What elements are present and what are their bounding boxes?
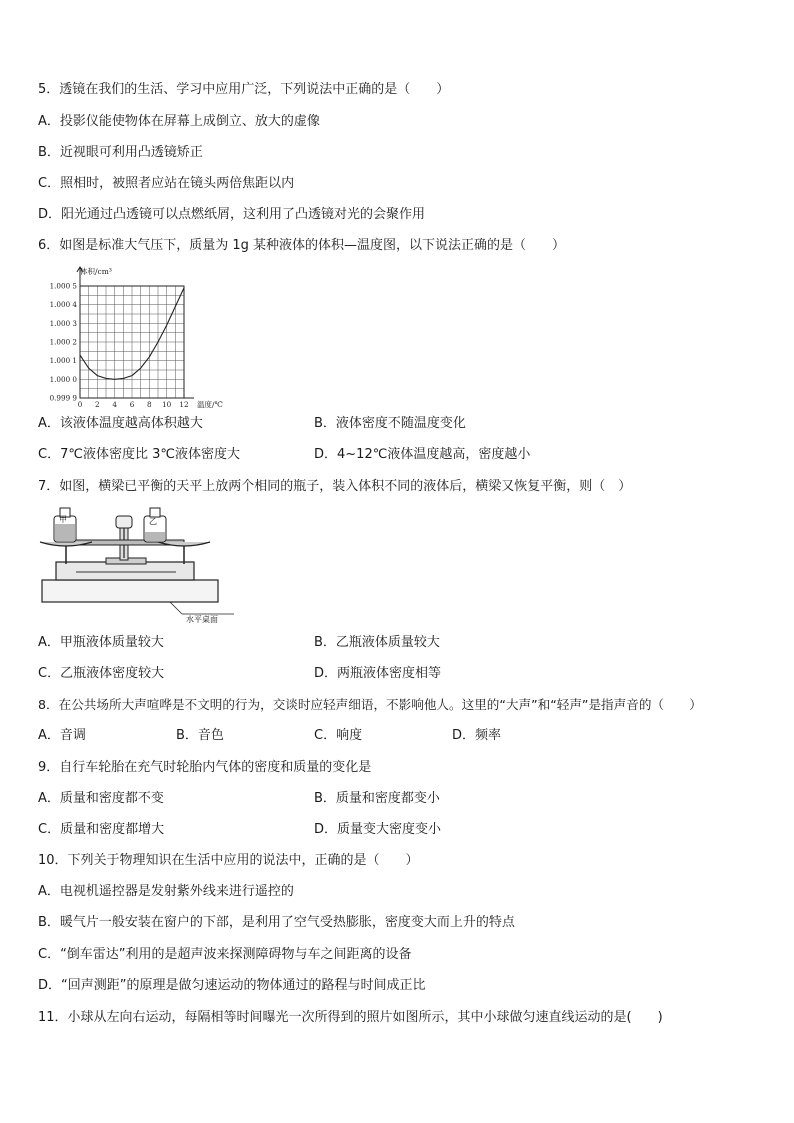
- q7-option-d: D．两瓶液体密度相等: [314, 666, 442, 681]
- q7-option-a: A．甲瓶液体质量较大: [38, 635, 164, 650]
- y-tick-label: 1.000 4: [49, 300, 77, 310]
- y-tick-label: 0.999 9: [49, 393, 77, 403]
- q5-option-a: A．投影仪能使物体在屏幕上成倒立、放大的虚像: [38, 114, 320, 129]
- x-tick-label: 2: [95, 400, 100, 409]
- q6-option-d: D．4~12℃液体温度越高，密度越小: [314, 447, 531, 462]
- q8-option-d: D．频率: [452, 728, 502, 743]
- chart-grid: [80, 286, 184, 398]
- chart-x-tick-labels: [78, 400, 189, 409]
- bottle-label-jia: 甲: [59, 515, 67, 524]
- q5-option-c: C．照相时，被照者应站在镜头两倍焦距以内: [38, 176, 295, 191]
- q7-stem: 7．如图，横梁已平衡的天平上放两个相同的瓶子，装入体积不同的液体后，横梁又恢复平衡，则（ ）: [38, 479, 632, 494]
- y-tick-label: 1.000 0: [49, 374, 77, 384]
- y-tick-label: 1.000 1: [49, 356, 77, 366]
- chart-y-tick-labels: [50, 282, 78, 403]
- q8-option-b: B．音色: [176, 728, 224, 743]
- q7-option-b: B．乙瓶液体质量较大: [314, 635, 440, 650]
- q9-stem: 9．自行车轮胎在充气时轮胎内气体的密度和质量的变化是: [38, 760, 372, 775]
- volume-temperature-chart: [34, 262, 244, 410]
- q6-option-b: B．液体密度不随温度变化: [314, 416, 466, 431]
- q10-option-c: C．“倒车雷达”利用的是超声波来探测障碍物与车之间距离的设备: [38, 947, 412, 962]
- q10-option-a: A．电视机遥控器是发射紫外线来进行遥控的: [38, 884, 294, 899]
- q10-option-d: D．“回声测距”的原理是做匀速运动的物体通过的路程与时间成正比: [38, 978, 426, 993]
- x-tick-label: 12: [179, 400, 189, 409]
- x-tick-label: 6: [129, 400, 135, 409]
- q10-option-b: B．暖气片一般安装在窗户的下部，是利用了空气受热膨胀，密度变大而上升的特点: [38, 915, 515, 930]
- q6-option-a: A．该液体温度越高体积越大: [38, 416, 203, 431]
- bottle-jia: [54, 508, 76, 542]
- chart-x-axis-label: 温度/℃: [197, 400, 223, 409]
- q10-stem: 10．下列关于物理知识在生活中应用的说法中，正确的是（ ）: [38, 853, 419, 868]
- q5-stem: 5．透镜在我们的生活、学习中应用广泛，下列说法中正确的是（ ）: [38, 82, 450, 97]
- q8-stem: 8．在公共场所大声喧哗是不文明的行为，交谈时应轻声细语，不影响他人。这里的“大声”和“轻声”是指声音的（ ）: [38, 697, 702, 712]
- y-tick-label: 1.000 5: [49, 281, 77, 291]
- bottle-yi: [144, 508, 166, 542]
- q7-option-c: C．乙瓶液体密度较大: [38, 666, 165, 681]
- q8-option-a: A．音调: [38, 728, 86, 743]
- q6-stem: 6．如图是标准大气压下，质量为 1g 某种液体的体积—温度图，以下说法正确的是（ ）: [38, 238, 566, 253]
- y-tick-label: 1.000 2: [49, 337, 77, 347]
- x-tick-label: 10: [162, 400, 172, 409]
- x-tick-label: 8: [147, 400, 152, 409]
- q9-option-b: B．质量和密度都变小: [314, 791, 440, 806]
- q9-option-a: A．质量和密度都不变: [38, 791, 164, 806]
- q8-option-c: C．响度: [314, 728, 363, 743]
- bottle-label-yi: 乙: [149, 517, 157, 526]
- q5-option-d: D．阳光通过凸透镜可以点燃纸屑，这利用了凸透镜对光的会聚作用: [38, 207, 426, 222]
- q6-option-c: C．7℃液体密度比 3℃液体密度大: [38, 447, 240, 462]
- q9-option-c: C．质量和密度都增大: [38, 822, 165, 837]
- chart-y-axis-label: 体积/cm³: [80, 267, 112, 276]
- x-tick-label: 4: [112, 400, 117, 409]
- q9-option-d: D．质量变大密度变小: [314, 822, 442, 837]
- x-tick-label: 0: [77, 400, 83, 409]
- table-label: 水平桌面: [186, 615, 218, 624]
- q5-option-b: B．近视眼可利用凸透镜矫正: [38, 145, 203, 160]
- balance-scale-diagram: [36, 502, 246, 624]
- q11-stem: 11．小球从左向右运动，每隔相等时间曝光一次所得到的照片如图所示，其中小球做匀速直线运动的是( ): [38, 1010, 663, 1025]
- y-tick-label: 1.000 3: [49, 318, 77, 328]
